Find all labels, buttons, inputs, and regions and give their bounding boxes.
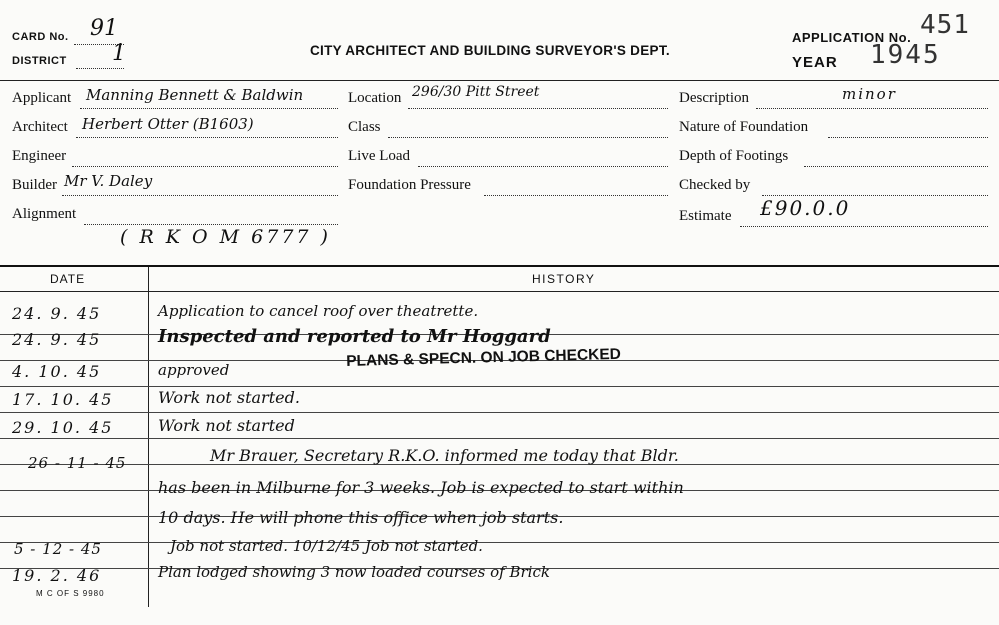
history-entry: Work not started. [158,388,300,407]
ruled-line [0,386,999,387]
depth-label: Depth of Footings [679,148,789,164]
checked-label: Checked by [679,177,751,193]
foundation-pressure-label: Foundation Pressure [348,177,471,193]
description-label: Description [679,90,749,106]
history-entry: Inspected and reported to Mr Hoggard [158,326,551,347]
history-entry: Application to cancel roof over theatrette. [158,302,479,320]
description-value: minor [842,85,897,103]
date-header: DATE [50,272,86,286]
engineer-underline [72,166,338,167]
live-load-underline [418,166,668,167]
form-code: M C OF S 9980 [36,589,105,598]
history-header: HISTORY [532,272,596,286]
description-underline [756,108,988,109]
department-title: CITY ARCHITECT AND BUILDING SURVEYOR'S DEPT. [310,43,670,58]
history-entry: approved [158,361,230,379]
history-date: 26 - 11 - 45 [28,454,127,472]
history-date: 24. 9. 45 [12,304,102,323]
history-date: 24. 9. 45 [12,330,102,349]
history-date: 4. 10. 45 [12,362,102,381]
history-date: 19. 2. 46 [12,566,102,585]
architect-underline [76,137,338,138]
depth-underline [804,166,988,167]
estimate-value: £90.0.0 [760,196,851,220]
year-value: 1945 [870,40,941,70]
history-entry: Mr Brauer, Secretary R.K.O. informed me today that Bldr. [210,446,679,465]
builder-label: Builder [12,177,57,193]
applicant-underline [80,108,338,109]
location-label: Location [348,90,402,106]
ruled-line [0,412,999,413]
ruled-line [0,438,999,439]
history-entry: has been in Milburne for 3 weeks. Job is expected to start within [158,478,684,497]
history-top-rule [0,265,999,267]
estimate-label: Estimate [679,208,732,224]
district-label: DISTRICT [12,55,67,67]
live-load-label: Live Load [348,148,411,164]
applicant-label: Applicant [12,90,72,106]
header-rule [0,80,999,81]
nature-underline [828,137,988,138]
nature-label: Nature of Foundation [679,119,809,135]
history-entry: 10 days. He will phone this office when job starts. [158,508,564,527]
history-entry: Plan lodged showing 3 now loaded courses of Brick [158,563,550,581]
location-value: 296/30 Pitt Street [412,84,540,100]
engineer-label: Engineer [12,148,67,164]
history-date: 5 - 12 - 45 [14,540,102,558]
location-underline [408,108,668,109]
applicant-value: Manning Bennett & Baldwin [86,86,304,104]
builder-underline [62,195,338,196]
history-entry: Work not started [158,416,295,435]
year-label: YEAR [792,54,838,71]
class-underline [388,137,668,138]
architect-label: Architect [12,119,68,135]
card-no-value: 91 [90,16,118,41]
date-column-divider [148,267,149,607]
foundation-pressure-underline [484,195,668,196]
district-underline [76,68,124,69]
history-header-rule [0,291,999,292]
alignment-label: Alignment [12,206,77,222]
ruled-line [0,542,999,543]
class-label: Class [348,119,381,135]
card-no-label: CARD No. [12,31,69,43]
history-date: 17. 10. 45 [12,390,114,409]
application-label: APPLICATION No. [792,30,912,45]
district-value: 1 [112,41,126,66]
application-value: 451 [920,10,970,40]
approval-stamp: PLANS & SPECN. ON JOB CHECKED [346,345,622,370]
history-date: 29. 10. 45 [12,418,114,437]
history-entry: Job not started. 10/12/45 Job not started. [170,537,483,555]
builder-value: Mr V. Daley [64,172,153,190]
estimate-underline [740,226,988,227]
alignment-underline [84,224,338,225]
architect-value: Herbert Otter (B1603) [82,115,254,133]
alignment-note: ( R K O M 6777 ) [120,226,331,248]
